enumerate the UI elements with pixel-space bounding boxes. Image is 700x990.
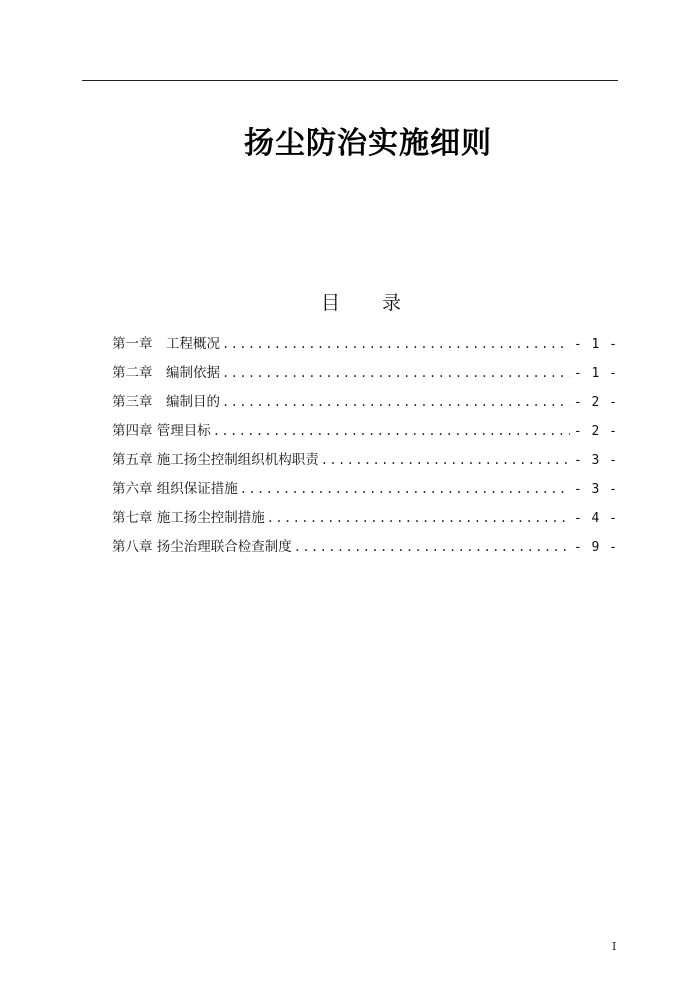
toc-entry[interactable] — [112, 448, 618, 477]
toc-chapter-title: 第六章 组织保证措施 — [112, 481, 238, 497]
toc-chapter-title: 第四章 管理目标 — [112, 423, 211, 439]
table-of-contents — [112, 332, 618, 564]
page-number: I — [612, 940, 617, 953]
toc-dot-leader — [222, 395, 570, 409]
toc-dot-leader — [213, 424, 570, 438]
toc-dot-leader — [222, 337, 570, 351]
toc-entry[interactable] — [112, 332, 618, 361]
toc-dot-leader — [240, 482, 570, 496]
toc-page-number: - 9 - — [573, 540, 618, 555]
toc-dot-leader — [294, 540, 570, 554]
toc-dot-leader — [222, 366, 570, 380]
header-rule — [82, 80, 618, 81]
toc-dot-leader — [321, 453, 570, 467]
toc-chapter-title: 第三章 编制目的 — [112, 394, 220, 410]
toc-page-number: - 3 - — [573, 453, 618, 468]
toc-dot-leader — [267, 511, 570, 525]
toc-entry[interactable] — [112, 390, 618, 419]
toc-chapter-title: 第五章 施工扬尘控制组织机构职责 — [112, 452, 319, 468]
toc-chapter-title: 第二章 编制依据 — [112, 365, 220, 381]
toc-page-number: - 1 - — [573, 337, 618, 352]
toc-heading: 目 录 — [320, 292, 420, 314]
toc-entry[interactable] — [112, 419, 618, 448]
toc-entry[interactable] — [112, 361, 618, 390]
toc-page-number: - 2 - — [573, 395, 618, 410]
toc-page-number: - 4 - — [573, 511, 618, 526]
toc-page-number: - 1 - — [573, 366, 618, 381]
toc-chapter-title: 第七章 施工扬尘控制措施 — [112, 510, 265, 526]
toc-page-number: - 3 - — [573, 482, 618, 497]
document-title: 扬尘防治实施细则 — [244, 126, 492, 161]
toc-entry[interactable] — [112, 535, 618, 564]
toc-chapter-title: 第一章 工程概况 — [112, 336, 220, 352]
toc-entry[interactable] — [112, 477, 618, 506]
toc-chapter-title: 第八章 扬尘治理联合检查制度 — [112, 539, 292, 555]
toc-page-number: - 2 - — [573, 424, 618, 439]
toc-entry[interactable] — [112, 506, 618, 535]
